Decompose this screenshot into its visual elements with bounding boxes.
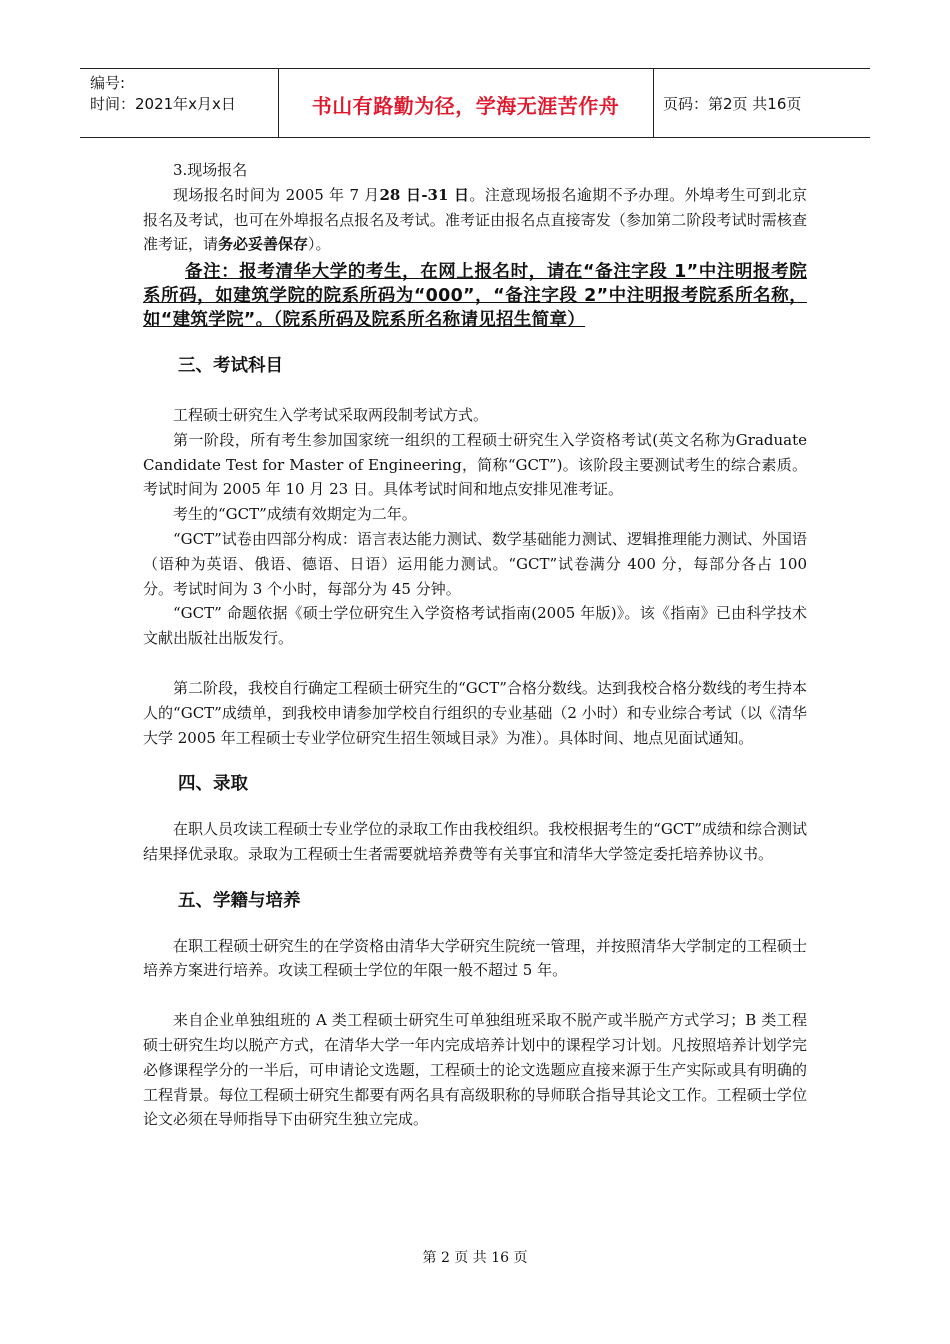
- document-header: [80, 68, 870, 138]
- section-heading-admission: 四、录取: [178, 774, 248, 795]
- page-footer: 第 2 页 共 16 页: [422, 1250, 528, 1266]
- onsite-dates-bold: 28 日-31 日: [379, 185, 470, 204]
- paragraph: “GCT” 命题依据《硕士学位研究生入学资格考试指南(2005 年版)》。该《指南》已由科学技术文献出版社出版发行。: [143, 604, 807, 648]
- paragraph: 考生的“GCT”成绩有效期定为二年。: [173, 505, 417, 524]
- subsection-title-onsite: 3.现场报名: [173, 161, 248, 179]
- section-heading-exam-subjects: 三、考试科目: [178, 356, 283, 377]
- onsite-keep-bold: 务必妥善保存: [218, 235, 309, 254]
- header-info-cell: [80, 69, 279, 137]
- onsite-text-b: 。注意现场报名逾期不予办理。外埠考生可到北京报名及考试，也可在外埠报名点报名及考试。准考证由报名点直接寄发（参加第二阶段考试时需核查准考证，请: [143, 185, 807, 254]
- header-page-number: 页码：第2页 共16页: [663, 95, 802, 113]
- paragraph: 来自企业单独组班的 A 类工程硕士研究生可单独组班采取不脱产或半脱产方式学习；B 类工程硕士研究生均以脱产方式，在清华大学一年内完成培养计划中的课程学习计划。凡按照培养计划学完必修课程学分的一半后，可申请论文选题，工程硕士的论文选题应直接来源于生产实际或具有明确的工程背景。每位工程硕士研究生都要有两名具有高级职称的导师联合指导其论文工作。工程硕士学位论文必须在导师指导下由研究生独立完成。: [143, 1011, 807, 1129]
- header-motto-cell: [278, 69, 654, 137]
- document-body: [143, 158, 807, 1132]
- registration-note: 备注：报考清华大学的考生，在网上报名时，请在“备注字段 1”中注明报考院系所码，如建筑学院的院系所码为“000”，“备注字段 2”中注明报考院系所名称，如“建筑学院”。（院系所码及院系所名称请见招生简章）: [143, 262, 807, 331]
- paragraph: 在职工程硕士研究生的在学资格由清华大学研究生院统一管理，并按照清华大学制定的工程硕士培养方案进行培养。攻读工程硕士学位的年限一般不超过 5 年。: [143, 936, 807, 980]
- paragraph: 工程硕士研究生入学考试采取两段制考试方式。: [173, 405, 489, 424]
- paragraph: “GCT”试卷由四部分构成：语言表达能力测试、数学基础能力测试、逻辑推理能力测试、外国语（语种为英语、俄语、德语、日语）运用能力测试。“GCT”试卷满分 400 分，每部分各占 100 分。考试时间为 3 个小时，每部分为 45 分钟。: [143, 529, 807, 598]
- paragraph: 第二阶段，我校自行确定工程硕士研究生的“GCT”合格分数线。达到我校合格分数线的考生持本人的“GCT”成绩单，到我校申请参加学校自行组织的专业基础（2 小时）和专业综合考试（以《清华大学 2005 年工程硕士专业学位研究生招生领域目录》为准）。具体时间、地点见面试通知。: [143, 678, 807, 747]
- section-heading-training: 五、学籍与培养: [178, 890, 301, 911]
- onsite-text-c: ）。: [308, 235, 331, 254]
- doc-number-label: 编号:: [90, 74, 126, 92]
- header-motto: 书山有路勤为径，学海无涯苦作舟: [311, 94, 620, 118]
- onsite-text-a: 现场报名时间为 2005 年 7 月: [173, 185, 380, 204]
- header-page-cell: [653, 69, 870, 137]
- paragraph: 第一阶段，所有考生参加国家统一组织的工程硕士研究生入学资格考试(英文名称为Graduate Candidate Test for Master of Engineering，简称“GCT”)。该阶段主要测试考生的综合素质。考试时间为 2005 年 10 月 23 日。具体考试时间和地点安排见准考证。: [143, 430, 807, 499]
- paragraph: 在职人员攻读工程硕士专业学位的录取工作由我校组织。我校根据考生的“GCT”成绩和综合测试结果择优录取。录取为工程硕士生者需要就培养费等有关事宜和清华大学签定委托培养协议书。: [143, 820, 807, 863]
- doc-time-label: 时间：2021年x月x日: [90, 95, 236, 113]
- onsite-paragraph: [143, 183, 807, 257]
